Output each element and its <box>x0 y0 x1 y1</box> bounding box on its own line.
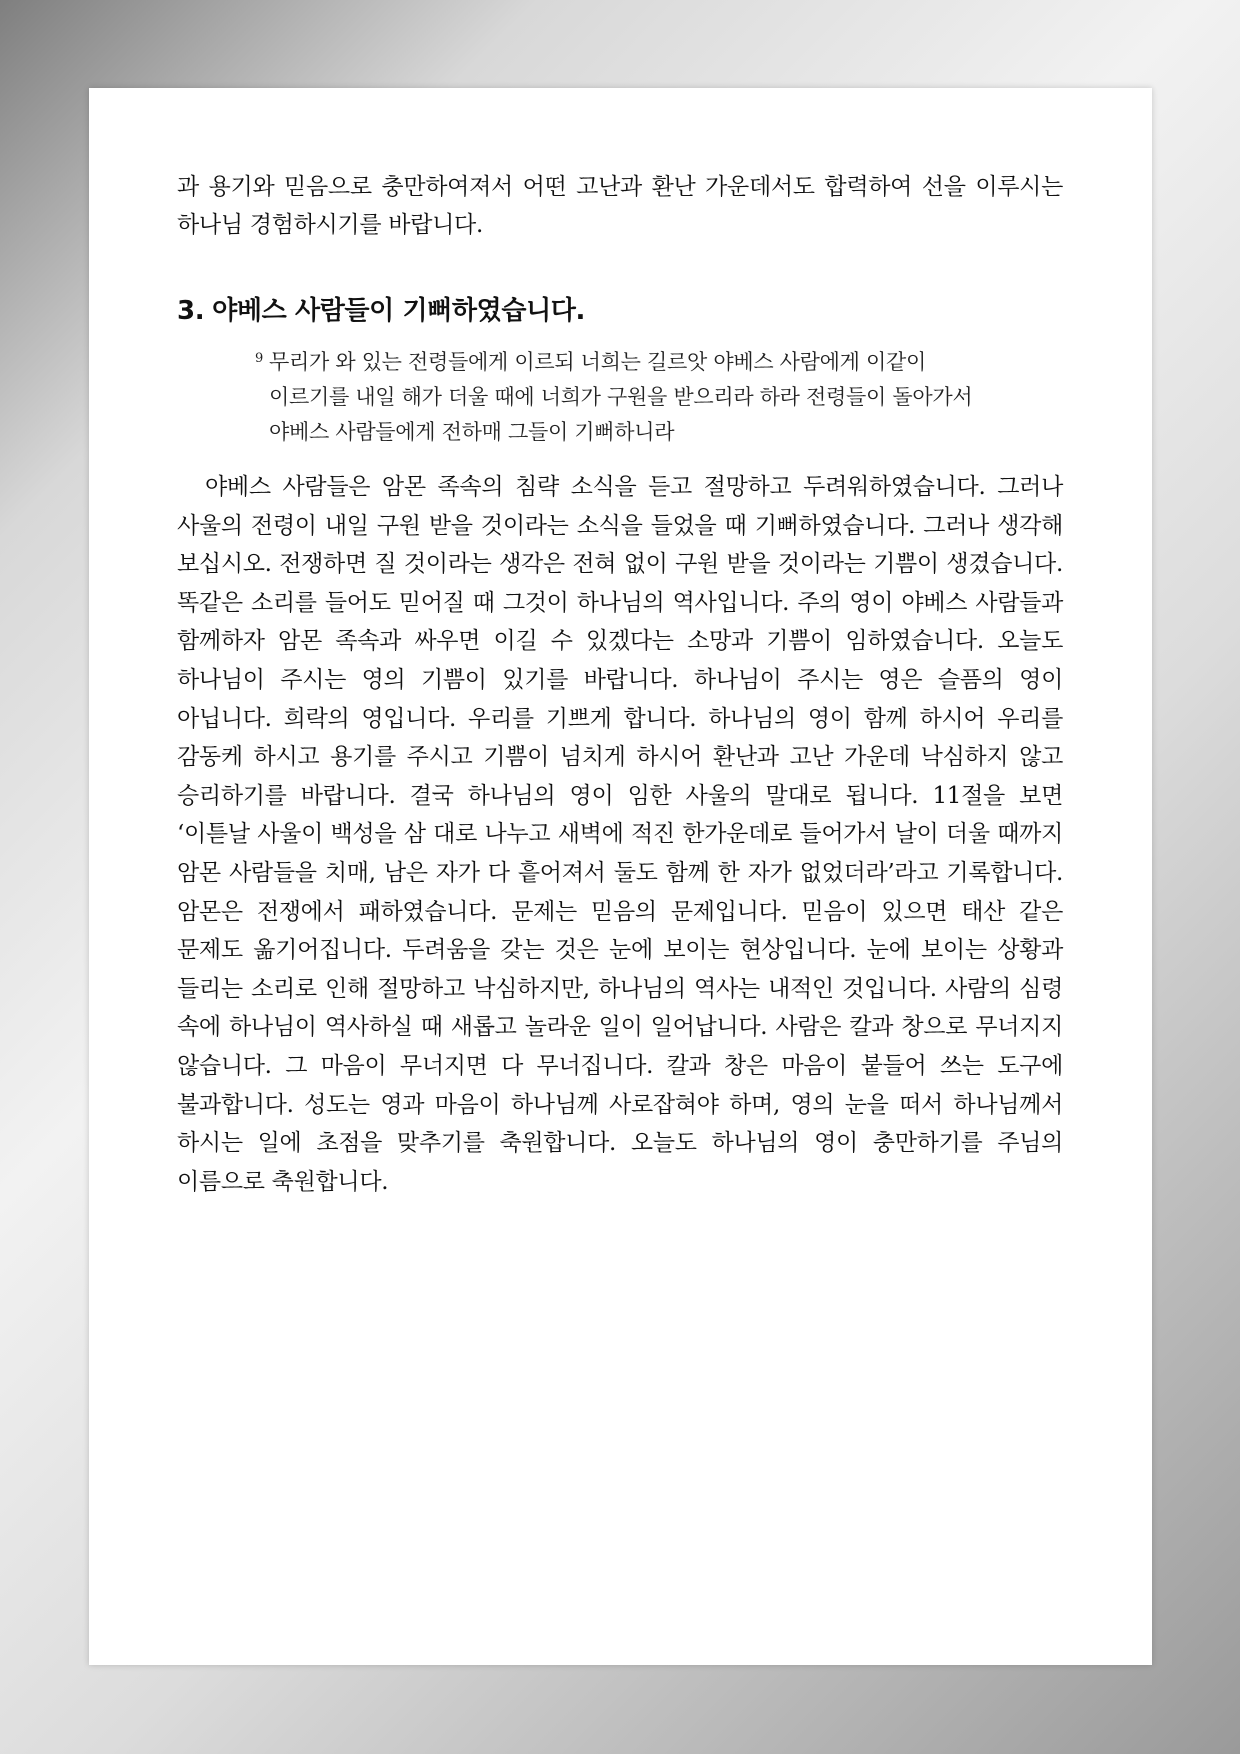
section-number: 3. <box>177 296 205 326</box>
body-paragraph: 야베스 사람들은 암몬 족속의 침략 소식을 듣고 절망하고 두려워하였습니다. 그러나 사울의 전령이 내일 구원 받을 것이라는 소식을 들었을 때 기뻐하였습니다. 그러나 생각해 보십시오. 전쟁하면 질 것이라는 생각은 전혀 없이 구원 받을 것이라는 기쁨이 생겼습니다. 똑같은 소리를 들어도 믿어질 때 그것이 하나님의 역사입니다. 주의 영이 야베스 사람들과 함께하자 암몬 족속과 싸우면 이길 수 있겠다는 소망과 기쁨이 임하였습니다. 오늘도 하나님이 주시는 영의 기쁨이 있기를 바랍니다. 하나님이 주시는 영은 슬픔의 영이 아닙니다. 희락의 영입니다. 우리를 기쁘게 합니다. 하나님의 영이 함께 하시어 우리를 감동케 하시고 용기를 주시고 기쁨이 넘치게 하시어 환난과 고난 가운데 낙심하지 않고 승리하기를 바랍니다. 결국 하나님의 영이 임한 사울의 말대로 됩니다. 11절을 보면 ‘이튿날 사울이 백성을 삼 대로 나누고 새벽에 적진 한가운데로 들어가서 날이 더울 때까지 암몬 사람들을 치매, 남은 자가 다 흩어져서 둘도 함께 한 자가 없었더라’라고 기록합니다. 암몬은 전쟁에서 패하였습니다. 문제는 믿음의 문제입니다. 믿음이 있으면 태산 같은 문제도 옮기어집니다. 두려움을 갖는 것은 눈에 보이는 현상입니다. 눈에 보이는 상황과 들리는 소리로 인해 절망하고 낙심하지만, 하나님의 역사는 내적인 것입니다. 사람의 심령 속에 하나님이 역사하실 때 새롭고 놀라운 일이 일어납니다. 사람은 칼과 창으로 무너지지 않습니다. 그 마음이 무너지면 다 무너집니다. 칼과 창은 마음이 붙들어 쓰는 도구에 불과합니다. 성도는 영과 마음이 하나님께 사로잡혀야 하며, 영의 눈을 떠서 하나님께서 하시는 일에 초점을 맞추기를 축원합니다. 오늘도 하나님의 영이 충만하기를 주님의 이름으로 축원합니다. <box>177 474 1063 1195</box>
page-content <box>177 168 1063 1201</box>
scripture-quote <box>257 345 1009 450</box>
scripture-text: 무리가 와 있는 전령들에게 이르되 너희는 길르앗 야베스 사람에게 이같이 이르기를 내일 해가 더울 때에 너희가 구원을 받으리라 하라 전령들이 돌아가서 야베스 사람들에게 전하매 그들이 기뻐하니라 <box>269 350 973 444</box>
section-heading <box>177 293 1063 329</box>
lead-paragraph: 과 용기와 믿음으로 충만하여져서 어떤 고난과 환난 가운데서도 합력하여 선을 이루시는 하나님 경험하시기를 바랍니다. <box>177 174 1063 238</box>
document-page <box>89 88 1152 1665</box>
section-title: 야베스 사람들이 기뻐하였습니다. <box>212 296 585 326</box>
verse-number: 9 <box>255 351 263 366</box>
